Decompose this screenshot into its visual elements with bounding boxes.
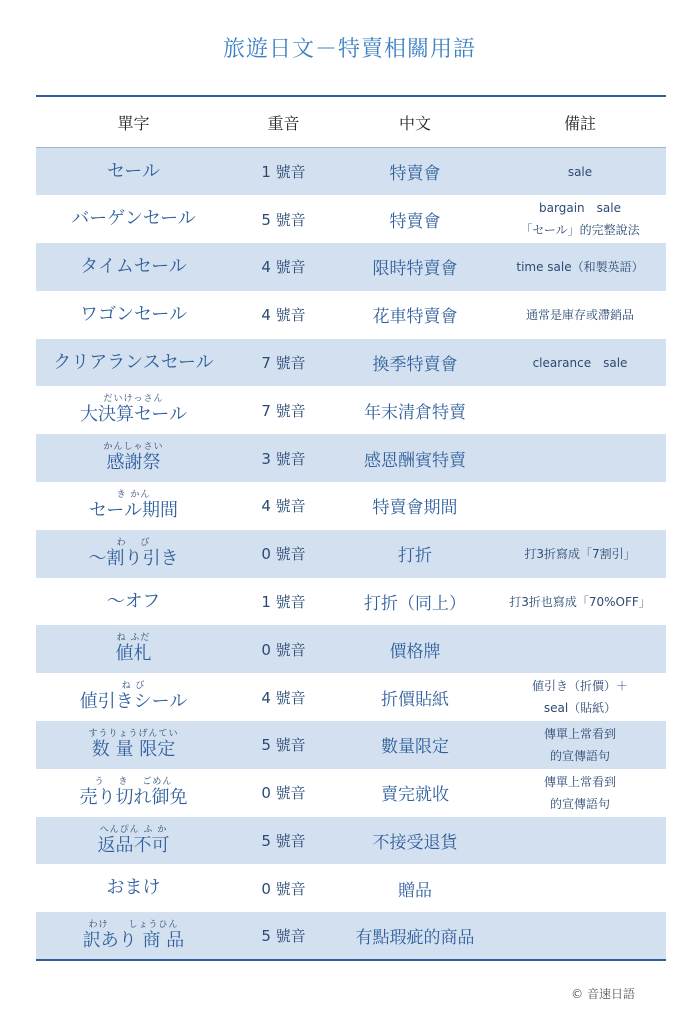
- tone-cell: 0 號音: [231, 864, 336, 912]
- word-text: 値札: [115, 643, 152, 665]
- word-text: ～割り引き: [88, 547, 179, 569]
- chinese-cell: 花車特賣會: [336, 291, 494, 339]
- word-text: ～オフ: [106, 590, 161, 612]
- tone-cell: 5 號音: [231, 912, 336, 960]
- tone-cell: 4 號音: [231, 291, 336, 339]
- furigana: ね ふだ: [116, 633, 151, 644]
- word-cell: [36, 243, 231, 291]
- header-word: 單字: [36, 96, 231, 148]
- chinese-cell: 年末清倉特賣: [336, 386, 494, 434]
- chinese-cell: 不接受退貨: [336, 817, 494, 865]
- word-cell: [36, 386, 231, 434]
- word-cell: [36, 721, 231, 769]
- table-row: [36, 434, 666, 482]
- word-cell: [36, 434, 231, 482]
- word-text: バーゲンセール: [71, 208, 196, 230]
- tone-cell: 5 號音: [231, 817, 336, 865]
- chinese-cell: 打折（同上）: [336, 578, 494, 626]
- word-text: 値引きシール: [79, 691, 188, 713]
- word-text: ワゴンセール: [80, 303, 187, 325]
- word-cell: [36, 578, 231, 626]
- note-cell: [494, 434, 666, 482]
- chinese-cell: 數量限定: [336, 721, 494, 769]
- note-cell: clearance sale: [494, 339, 666, 387]
- note-cell: time sale（和製英語）: [494, 243, 666, 291]
- note-cell: [494, 817, 666, 865]
- table-body: [36, 148, 666, 961]
- table-row: [36, 530, 666, 578]
- table-row: [36, 195, 666, 243]
- tone-cell: 5 號音: [231, 195, 336, 243]
- table-row: [36, 578, 666, 626]
- header-tone: 重音: [231, 96, 336, 148]
- table-row: [36, 912, 666, 960]
- word-cell: [36, 339, 231, 387]
- note-cell: bargain sale 「セール」的完整說法: [494, 195, 666, 243]
- note-cell: sale: [494, 148, 666, 196]
- tone-cell: 0 號音: [231, 625, 336, 673]
- page-title: 旅遊日文－特賣相關用語: [222, 37, 476, 62]
- furigana: き かん: [116, 489, 151, 500]
- table-row: [36, 291, 666, 339]
- tone-cell: 3 號音: [231, 434, 336, 482]
- chinese-cell: 感恩酬賓特賣: [336, 434, 494, 482]
- table-row: [36, 817, 666, 865]
- chinese-cell: 限時特賣會: [336, 243, 494, 291]
- word-cell: [36, 530, 231, 578]
- word-text: セール期間: [89, 499, 178, 521]
- word-cell: [36, 482, 231, 530]
- tone-cell: 0 號音: [231, 530, 336, 578]
- table-row: [36, 386, 666, 434]
- word-cell: [36, 291, 231, 339]
- word-text: 売り切れ御免: [79, 786, 188, 808]
- note-cell: [494, 864, 666, 912]
- word-cell: [36, 148, 231, 196]
- furigana: すうりょうげんてい: [88, 728, 179, 739]
- tone-cell: 7 號音: [231, 339, 336, 387]
- word-text: 大決算セール: [80, 404, 187, 426]
- word-text: 訳あり 商 品: [82, 929, 185, 951]
- furigana: ね び: [121, 681, 146, 692]
- word-cell: [36, 625, 231, 673]
- chinese-cell: 賣完就收: [336, 769, 494, 817]
- chinese-cell: 特賣會期間: [336, 482, 494, 530]
- furigana: だいけっさん: [103, 394, 164, 405]
- tone-cell: 5 號音: [231, 721, 336, 769]
- note-cell: 打3折也寫成「70%OFF」: [494, 578, 666, 626]
- tone-cell: 7 號音: [231, 386, 336, 434]
- word-text: 返品不可: [97, 834, 170, 856]
- tone-cell: 0 號音: [231, 769, 336, 817]
- note-cell: [494, 386, 666, 434]
- table-row: [36, 721, 666, 769]
- vocab-table: [36, 95, 666, 961]
- table-row: [36, 482, 666, 530]
- tone-cell: 4 號音: [231, 243, 336, 291]
- furigana: わけ しょうひん: [88, 919, 179, 930]
- note-cell: 通常是庫存或滯銷品: [494, 291, 666, 339]
- credit-text: © 音速日語: [571, 987, 635, 1001]
- word-cell: [36, 864, 231, 912]
- tone-cell: 4 號音: [231, 673, 336, 721]
- table-row: [36, 243, 666, 291]
- note-cell: 打3折寫成「7割引」: [494, 530, 666, 578]
- word-cell: [36, 769, 231, 817]
- chinese-cell: 特賣會: [336, 195, 494, 243]
- header-note: 備註: [494, 96, 666, 148]
- table-row: [36, 625, 666, 673]
- table-row: [36, 148, 666, 196]
- note-cell: 傳單上常看到 的宣傳語句: [494, 721, 666, 769]
- word-cell: [36, 912, 231, 960]
- table-row: [36, 673, 666, 721]
- word-text: クリアランスセール: [53, 351, 214, 373]
- note-cell: [494, 912, 666, 960]
- word-text: 感謝祭: [106, 452, 161, 474]
- chinese-cell: 打折: [336, 530, 494, 578]
- note-cell: 値引き（折價）＋ seal（貼紙）: [494, 673, 666, 721]
- word-text: セール: [107, 160, 160, 182]
- table-header-row: [36, 96, 666, 148]
- chinese-cell: 特賣會: [336, 148, 494, 196]
- note-cell: 傳單上常看到 的宣傳語句: [494, 769, 666, 817]
- word-cell: [36, 673, 231, 721]
- furigana: かんしゃさい: [103, 442, 164, 453]
- furigana: う き ごめん: [94, 776, 173, 787]
- chinese-cell: 有點瑕疵的商品: [336, 912, 494, 960]
- chinese-cell: 贈品: [336, 864, 494, 912]
- chinese-cell: 換季特賣會: [336, 339, 494, 387]
- word-cell: [36, 817, 231, 865]
- table-row: [36, 339, 666, 387]
- word-text: タイムセール: [80, 255, 187, 277]
- word-cell: [36, 195, 231, 243]
- word-text: おまけ: [106, 877, 161, 899]
- tone-cell: 1 號音: [231, 578, 336, 626]
- note-cell: [494, 625, 666, 673]
- tone-cell: 1 號音: [231, 148, 336, 196]
- table-row: [36, 864, 666, 912]
- furigana: へんぴん ふ か: [99, 824, 168, 835]
- note-cell: [494, 482, 666, 530]
- tone-cell: 4 號音: [231, 482, 336, 530]
- table-row: [36, 769, 666, 817]
- chinese-cell: 折價貼紙: [336, 673, 494, 721]
- header-chinese: 中文: [336, 96, 494, 148]
- furigana: わ び: [116, 537, 151, 548]
- chinese-cell: 價格牌: [336, 625, 494, 673]
- word-text: 数 量 限定: [91, 738, 176, 760]
